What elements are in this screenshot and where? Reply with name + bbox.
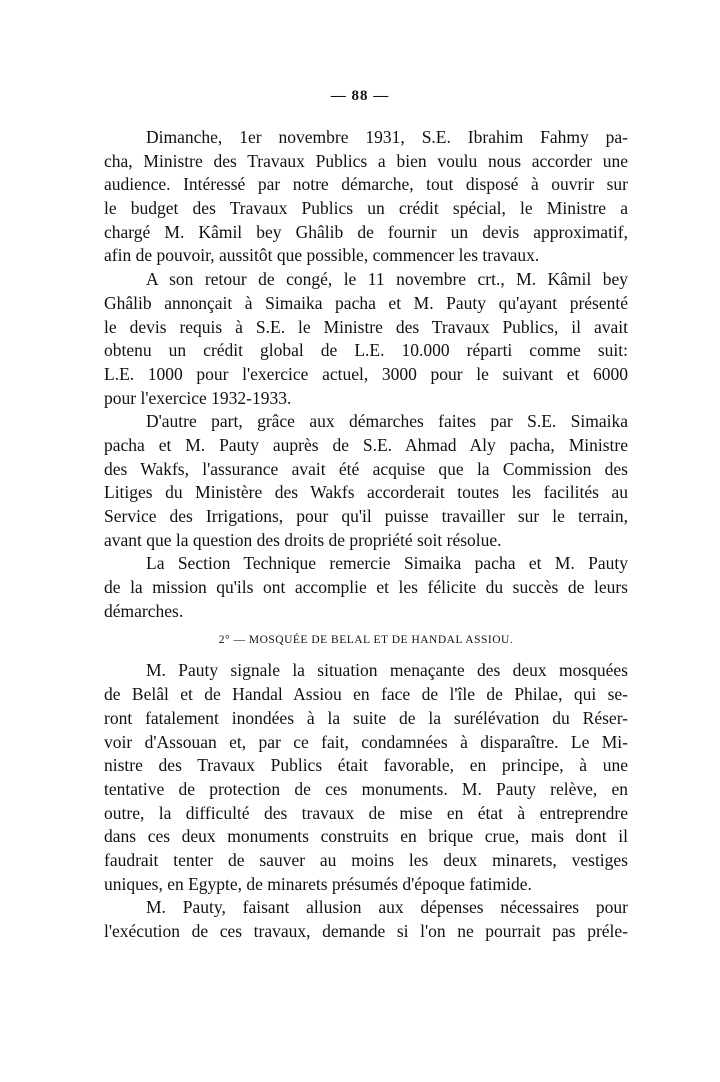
text-line: D'autre part, grâce aux démarches faites par S.E. Simaika xyxy=(146,411,628,432)
paragraph xyxy=(104,896,628,943)
section-heading-text: 2° — MOSQUÉE DE BELAL ET DE HANDAL ASSIOU. xyxy=(218,634,514,647)
section-heading xyxy=(104,623,628,659)
text-line: faudrait tenter de sauver au moins les deux minarets, vestiges xyxy=(104,849,628,870)
text-line: Dimanche, 1er novembre 1931, S.E. Ibrahim Fahmy pa- xyxy=(146,127,628,147)
text-line: audience. Intéressé par notre démarche, tout disposé à ouvrir sur xyxy=(104,174,628,195)
text-line: outre, la difficulté des travaux de mise en état à entreprendre xyxy=(104,802,628,823)
page-number: — 88 — xyxy=(330,88,390,104)
text-line: le devis requis à S.E. le Ministre des Travaux Publics, il avait xyxy=(104,316,628,337)
text-line: des Wakfs, l'assurance avait été acquise que la Commission des xyxy=(104,458,628,479)
text-line: Litiges du Ministère des Wakfs accorderait toutes les facilités au xyxy=(104,482,628,503)
text-line: pour l'exercice 1932-1933. xyxy=(104,387,292,408)
text-line: dans ces deux monuments construits en brique crue, mais dont il xyxy=(104,826,628,847)
text-line: tentative de protection de ces monuments. M. Pauty relève, en xyxy=(104,778,628,799)
text-line: M. Pauty signale la situation menaçante des deux mosquées xyxy=(146,660,628,681)
text-line: cha, Ministre des Travaux Publics a bien voulu nous accorder une xyxy=(104,150,628,171)
text-line: de Belâl et de Handal Assiou en face de l'île de Philae, qui se- xyxy=(104,684,628,705)
text-line: M. Pauty, faisant allusion aux dépenses nécessaires pour xyxy=(146,897,628,918)
text-line: Ghâlib annonçait à Simaika pacha et M. Pauty qu'ayant présenté xyxy=(104,292,628,313)
text-line: afin de pouvoir, aussitôt que possible, commencer les travaux. xyxy=(104,245,540,266)
body-text xyxy=(104,126,628,944)
text-line: L.E. 1000 pour l'exercice actuel, 3000 pour le suivant et 6000 xyxy=(104,363,628,384)
paragraph xyxy=(104,268,628,410)
text-line: démarches. xyxy=(104,600,184,621)
text-line: Service des Irrigations, pour qu'il puisse travailler sur le terrain, xyxy=(104,506,628,526)
paragraph xyxy=(104,126,628,268)
text-line: l'exécution de ces travaux, demande si l'on ne pourrait pas préle- xyxy=(104,921,628,941)
paragraph xyxy=(104,410,628,552)
text-line: de la mission qu'ils ont accomplie et les félicite du succès de leurs xyxy=(104,577,628,598)
text-line: avant que la question des droits de propriété soit résolue. xyxy=(104,529,502,550)
text-line: voir d'Assouan et, par ce fait, condamnées à disparaître. Le Mi- xyxy=(104,731,628,752)
paragraph xyxy=(104,659,628,896)
text-line: nistre des Travaux Publics était favorable, en principe, à une xyxy=(104,755,628,776)
text-line: le budget des Travaux Publics un crédit spécial, le Ministre a xyxy=(104,198,628,219)
text-line: La Section Technique remercie Simaika pacha et M. Pauty xyxy=(146,553,628,574)
paragraph xyxy=(104,552,628,623)
text-line: ront fatalement inondées à la suite de la surélévation du Réser- xyxy=(104,707,628,728)
text-line: uniques, en Egypte, de minarets présumés d'époque fatimide. xyxy=(104,873,532,894)
text-line: chargé M. Kâmil bey Ghâlib de fournir un devis approximatif, xyxy=(104,221,628,242)
text-line: obtenu un crédit global de L.E. 10.000 réparti comme suit: xyxy=(104,340,628,361)
text-line: pacha et M. Pauty auprès de S.E. Ahmad Aly pacha, Ministre xyxy=(104,434,628,455)
text-line: A son retour de congé, le 11 novembre crt., M. Kâmil bey xyxy=(146,269,628,290)
